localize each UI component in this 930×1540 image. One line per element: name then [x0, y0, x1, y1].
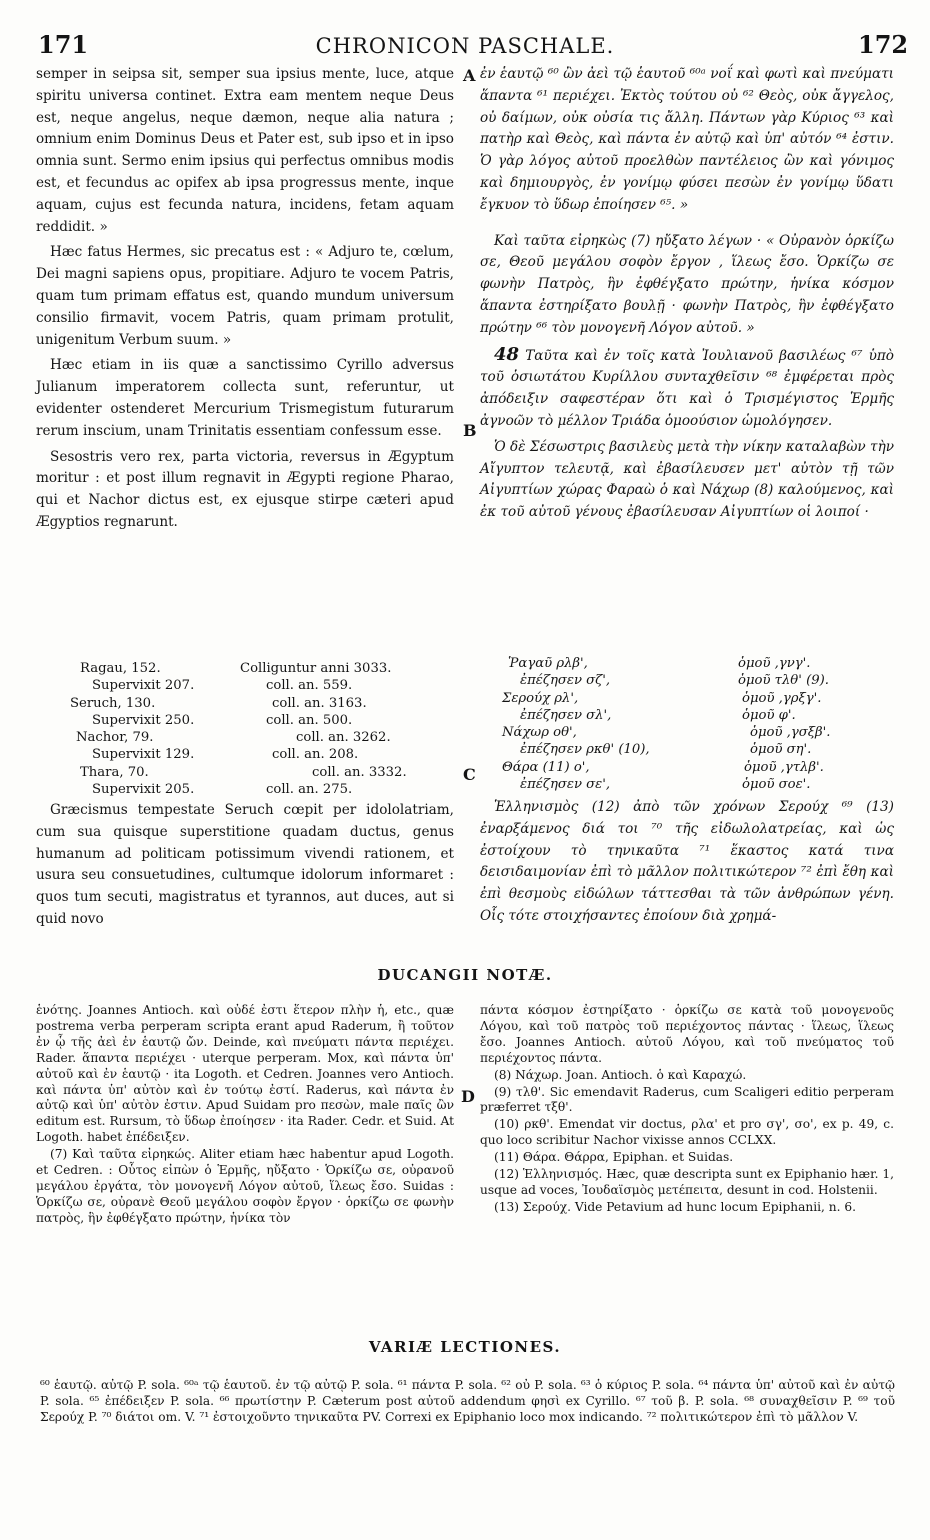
greek-column-lower	[480, 797, 894, 932]
latin-column-lower	[36, 800, 454, 935]
note-paragraph: (8) Νάχωρ. Joan. Antioch. ὁ καὶ Καραχώ.	[494, 1067, 747, 1082]
latin-paragraph-4: Sesostris vero rex, parta victoria, reversus in Ægyptum moritur : et post illum regnavit in Ægypti regione Pharao, qui et Nachor dictus est, ex ejusque stirpe cæteri apud Ægyptios regnarunt.	[36, 448, 454, 530]
note-paragraph: ἑνότης. Joannes Antioch. καὶ οὐδέ ἐστι ἕτερον πλὴν ἡ, etc., quæ postrema verba perperam scripta erant apud Raderum, ἢ τοῦτον ἐν ᾧ τῆς ἀεὶ ἐν ἑαυτῷ ὤν. Deinde, καὶ πνεύματι πάντα περιέχει. Rader. ἅπαντα περιέχει · uterque perperam. Mox, καὶ πάντα ὑπ' αὐτοῦ καὶ ἐν ἑαυτῷ · ita Logoth. et Cedren. Joannes vero Antioch. καὶ πάντα ὑπ' αὐτὸν καὶ ἐν τούτῳ ἐστί. Raderus, καὶ πάντα ἐν αὐτῷ καὶ ὑπ' αὐτὸν ἐστιν. Apud Suidam pro πεσὼν, male παῖς ὢν editum est. Rursum, τὸ ὕδωρ ἐποίησεν · ita Rader. Cedr. et Suid. At Logoth. habet ἐπέδειξεν.	[36, 1003, 454, 1145]
margin-letter-d: D	[461, 1087, 475, 1106]
table-row: Supervixit 250. coll. an. 500.	[92, 712, 353, 728]
note-paragraph: (9) τλθ'. Sic emendavit Raderus, cum Scaligeri editio perperam præferret τξθ'.	[480, 1084, 894, 1115]
section-number-48: 48	[494, 343, 520, 365]
note-paragraph: πάντα κόσμον ἐστηρίξατο · ὁρκίζω σε κατὰ τοῦ μονογενοῦς Λόγου, καὶ τοῦ πατρὸς τοῦ περιέχοντος πάντας · ἵλεως, ἵλεως ἔσο. Joannes Antioch. αὐτοῦ Λόγου, καὶ τοῦ πνεύματος τοῦ περιέχοντος πάντα.	[480, 1003, 894, 1065]
table-row: Supervixit 207. coll. an. 559.	[92, 678, 353, 694]
note-paragraph: (7) Καὶ ταῦτα εἰρηκώς. Aliter etiam hæc habentur apud Logoth. et Cedren. : Οὗτος εἰπὼν ὁ Ἑρμῆς, ηὔξατο · Ὁρκίζω σε, οὐρανοῦ μεγάλου ἐργάτα, τὸν μονογενῆ Λόγον αὐτοῦ, ἵλεως ἔσο. Suidas : Ὁρκίζω σε, οὐρανὲ Θεοῦ μεγάλου σοφὸν ἔργον · ὁρκίζω σε φωνὴν πατρὸς, ἣν ἐφθέγξατο πρώτην, ἡνίκα τὸν	[36, 1147, 454, 1225]
note-paragraph: (12) Ἑλληνισμός. Hæc, quæ descripta sunt ex Epiphanio hær. 1, usque ad voces, Ἰουδαϊσμὸς μετέπειτα, desunt in cod. Holstenii.	[480, 1167, 894, 1197]
margin-letter-a: A	[463, 66, 476, 85]
greek-paragraph-4: Ὁ δὲ Σέσωστρις βασιλεὺς μετὰ τὴν νίκην καταλαβὼν τὴν Αἴγυπτον τελευτᾷ, καὶ ἐβασίλευσεν μετ' αὐτὸν τῇ τῶν Αἰγυπτίων χώρας Φαραὼ ὁ καὶ Νάχωρ (8) καλούμενος, καὶ ἐκ τοῦ αὐτοῦ γένους ἐβασίλευσαν Αἰγυπτίων οἱ λοιποί ·	[480, 438, 894, 521]
table-row: ἐπέζησεν σζ', ὁμοῦ τλθ' (9).	[520, 673, 829, 689]
latin-paragraph-5: Græcismus tempestate Seruch cœpit per idololatriam, cum sua quisque superstitione quadam ductus, genus humanum ad politicam potissimum vivendi rationem, et usura seu consuetudines, cultumque idolorum informaret : quos tum secuti, magistratus et tyrannos, aut duces, aut si quid novo	[36, 802, 454, 927]
variae-lectiones-title: VARIÆ LECTIONES.	[368, 1338, 562, 1356]
table-row: ἐπέζησεν σλ', ὁμοῦ φ'.	[520, 707, 796, 723]
greek-column	[480, 64, 894, 528]
ducange-notes-left	[36, 1003, 454, 1228]
ducange-notes-right	[480, 1003, 894, 1217]
greek-paragraph-2: Καὶ ταῦτα εἰρηκὼς (7) ηὔξατο λέγων · « Οὐρανὸν ὁρκίζω σε, Θεοῦ μεγάλου σοφὸν ἔργον , ἵλεως ἔσο. Ὁρκίζω σε φωνὴν Πατρὸς, ἣν ἐφθέγξατο πρώτην, ἡνίκα κόσμον ἅπαντα ἐστηρίξατο βουλῇ · φωνὴν Πατρὸς, ἣν ἐφθέγξατο πρώτην ⁶⁶ τὸν μονογενῆ Λόγον αὐτοῦ. »	[480, 232, 894, 336]
table-row: Thara, 70. coll. an. 3332.	[80, 764, 407, 780]
table-row: Supervixit 205. coll. an. 275.	[92, 782, 353, 798]
left-page-number: 171	[38, 30, 89, 59]
latin-column	[36, 64, 454, 538]
table-row: Νάχωρ οθ', ὁμοῦ ,γσξβ'.	[502, 725, 831, 741]
running-title: CHRONICON PASCHALE.	[315, 34, 615, 58]
table-row: Σερούχ ρλ', ὁμοῦ ,γρξγ'.	[502, 690, 822, 706]
ducange-notes-title: DUCANGII NOTÆ.	[377, 966, 553, 984]
table-row: Seruch, 130. coll. an. 3163.	[70, 695, 367, 711]
note-paragraph: (10) ρκθ'. Emendat vir doctus, ρλα' et pro σγ', σο', ex p. 49, c. quo loco scribitur Nachor vixisse annos CCLXX.	[480, 1117, 894, 1148]
table-row: Ragau, 152. Colliguntur anni 3033.	[80, 661, 392, 676]
note-paragraph: (13) Σερούχ. Vide Petavium ad hunc locum Epiphanii, n. 6.	[494, 1199, 856, 1214]
latin-king-table	[36, 660, 454, 798]
table-row: ἐπέζησεν σε', ὁμοῦ σοε'.	[520, 777, 811, 793]
latin-paragraph-3: Hæc etiam in iis quæ a sanctissimo Cyrillo adversus Julianum imperatorem collecta sunt, referuntur, ut evidenter ostenderet Mercurium Trismegistum futurarum rerum inscium, unam Trinitatis essentiam confessum esse.	[36, 357, 454, 439]
greek-paragraph-5: Ἑλληνισμὸς (12) ἀπὸ τῶν χρόνων Σερούχ ⁶⁹ (13) ἐναρξάμενος διά τοι ⁷⁰ τῆς εἰδωλολατρείας, καὶ ὡς ἐστοίχουν τὸ τηνικαῦτα ⁷¹ ἕκαστος κατά τινα δεισιδαιμονίαν ἐπὶ τὸ μᾶλλον πολιτικώτερον ⁷² ἐπὶ ἔθη καὶ ἐπὶ θεσμοὺς εἰδώλων τάττεσθαι τὰ τῶν ἀνθρώπων γένη. Οἷς τότε στοιχήσαντες ἐποίουν διὰ χρημά-	[480, 799, 894, 924]
margin-letter-c: C	[463, 765, 476, 784]
table-row: Ῥαγαῦ ρλβ', ὁμοῦ ,γνγ'.	[508, 656, 811, 671]
greek-king-table	[480, 655, 894, 793]
latin-paragraph-2: Hæc fatus Hermes, sic precatus est : « Adjuro te, cœlum, Dei magni sapiens opus, propitiare. Adjuro te vocem Patris, quam tum primam effatus est, quando mundum universum consilio firmavit, vocem Patris, quam primam protulit, unigenitum Verbum suum. »	[36, 244, 454, 348]
table-row: Θάρα (11) ο', ὁμοῦ ,γτλβ'.	[502, 759, 824, 775]
margin-letter-b: B	[463, 421, 477, 440]
table-row: ἐπέζησεν ρκθ' (10), ὁμοῦ ση'.	[520, 742, 812, 758]
right-page-number: 172	[858, 30, 909, 59]
greek-paragraph-3: Ταῦτα καὶ ἐν τοῖς κατὰ Ἰουλιανοῦ βασιλέως ⁶⁷ ὑπὸ τοῦ ὁσιωτάτου Κυρίλλου συνταχθεῖσιν ⁶⁸ ἐμφέρεται πρὸς ἀπόδειξιν σαφεστέραν ὅτι καὶ ὁ Τρισμέγιστος Ἑρμῆς ἀγνοῶν τὸ μέλλον Τριάδα ὁμοούσιον ὡμολόγησεν.	[480, 347, 894, 429]
table-row: Nachor, 79. coll. an. 3262.	[76, 730, 391, 746]
variae-lectiones-text: ⁶⁰ ἑαυτῷ. αὐτῷ P. sola. ⁶⁰ᵃ τῷ ἑαυτοῦ. ἐν τῷ αὐτῷ P. sola. ⁶¹ πάντα P. sola. ⁶² οὐ P. sola. ⁶³ ὁ κύριος P. sola. ⁶⁴ πάντα ὑπ' αὐτοῦ καὶ ἐν αὐτῷ P. sola. ⁶⁵ ἐπέδειξεν P. sola. ⁶⁶ πρωτίστην P. Cæterum post αὐτοῦ addendum φησὶ ex Cyrillo. ⁶⁷ τοῦ β. P. sola. ⁶⁸ συναχθεῖσιν P. ⁶⁹ τοῦ Σερούχ P. ⁷⁰ διάτοι om. V. ⁷¹ ἐστοιχοῦντο τηνικαῦτα PV. Correxi ex Epiphanio loco mox indicando. ⁷² πολιτικώτερον ἐπὶ τὸ μᾶλλον V.	[40, 1378, 895, 1424]
note-paragraph: (11) Θάρα. Θάρρα, Epiphan. et Suidas.	[494, 1150, 734, 1165]
latin-paragraph-1: semper in seipsa sit, semper sua ipsius mente, luce, atque spiritu universa continet. Extra eam mentem neque Deus est, neque angelus, neque dæmon, neque alia natura ; omnium enim Dominus Deus et Pater est, sub ipso et in ipso omnia sunt. Sermo enim ipsius qui perfectus omnibus modis est, et fecundus ac opifex ab ipsa progressus mente, inque aquam, cujus est fecunda natura, incidens, fetam aquam reddidit. »	[36, 66, 454, 235]
greek-paragraph-1: ἐν ἑαυτῷ ⁶⁰ ὢν ἀεὶ τῷ ἑαυτοῦ ⁶⁰ᵃ νοΐ καὶ φωτὶ καὶ πνεύματι ἅπαντα ⁶¹ περιέχει. Ἐκτὸς τούτου οὐ ⁶² Θεὸς, οὐκ ἄγγελος, οὐ δαίμων, οὐκ οὐσία τις ἄλλη. Πάντων γὰρ Κύριος ⁶³ καὶ πατὴρ καὶ Θεὸς, καὶ πάντα ἐν αὐτῷ καὶ ὑπ' αὐτόν ⁶⁴ ἐστιν. Ὁ γὰρ λόγος αὐτοῦ προελθὼν παντέλειος ὢν καὶ γόνιμος καὶ δημιουργὸς, ἐν γονίμῳ φύσει πεσὼν ἐν γονίμῳ ὕδατι ἔγκυον τὸ ὕδωρ ἐποίησεν ⁶⁵. »	[480, 66, 894, 213]
table-row: Supervixit 129. coll. an. 208.	[92, 747, 359, 763]
